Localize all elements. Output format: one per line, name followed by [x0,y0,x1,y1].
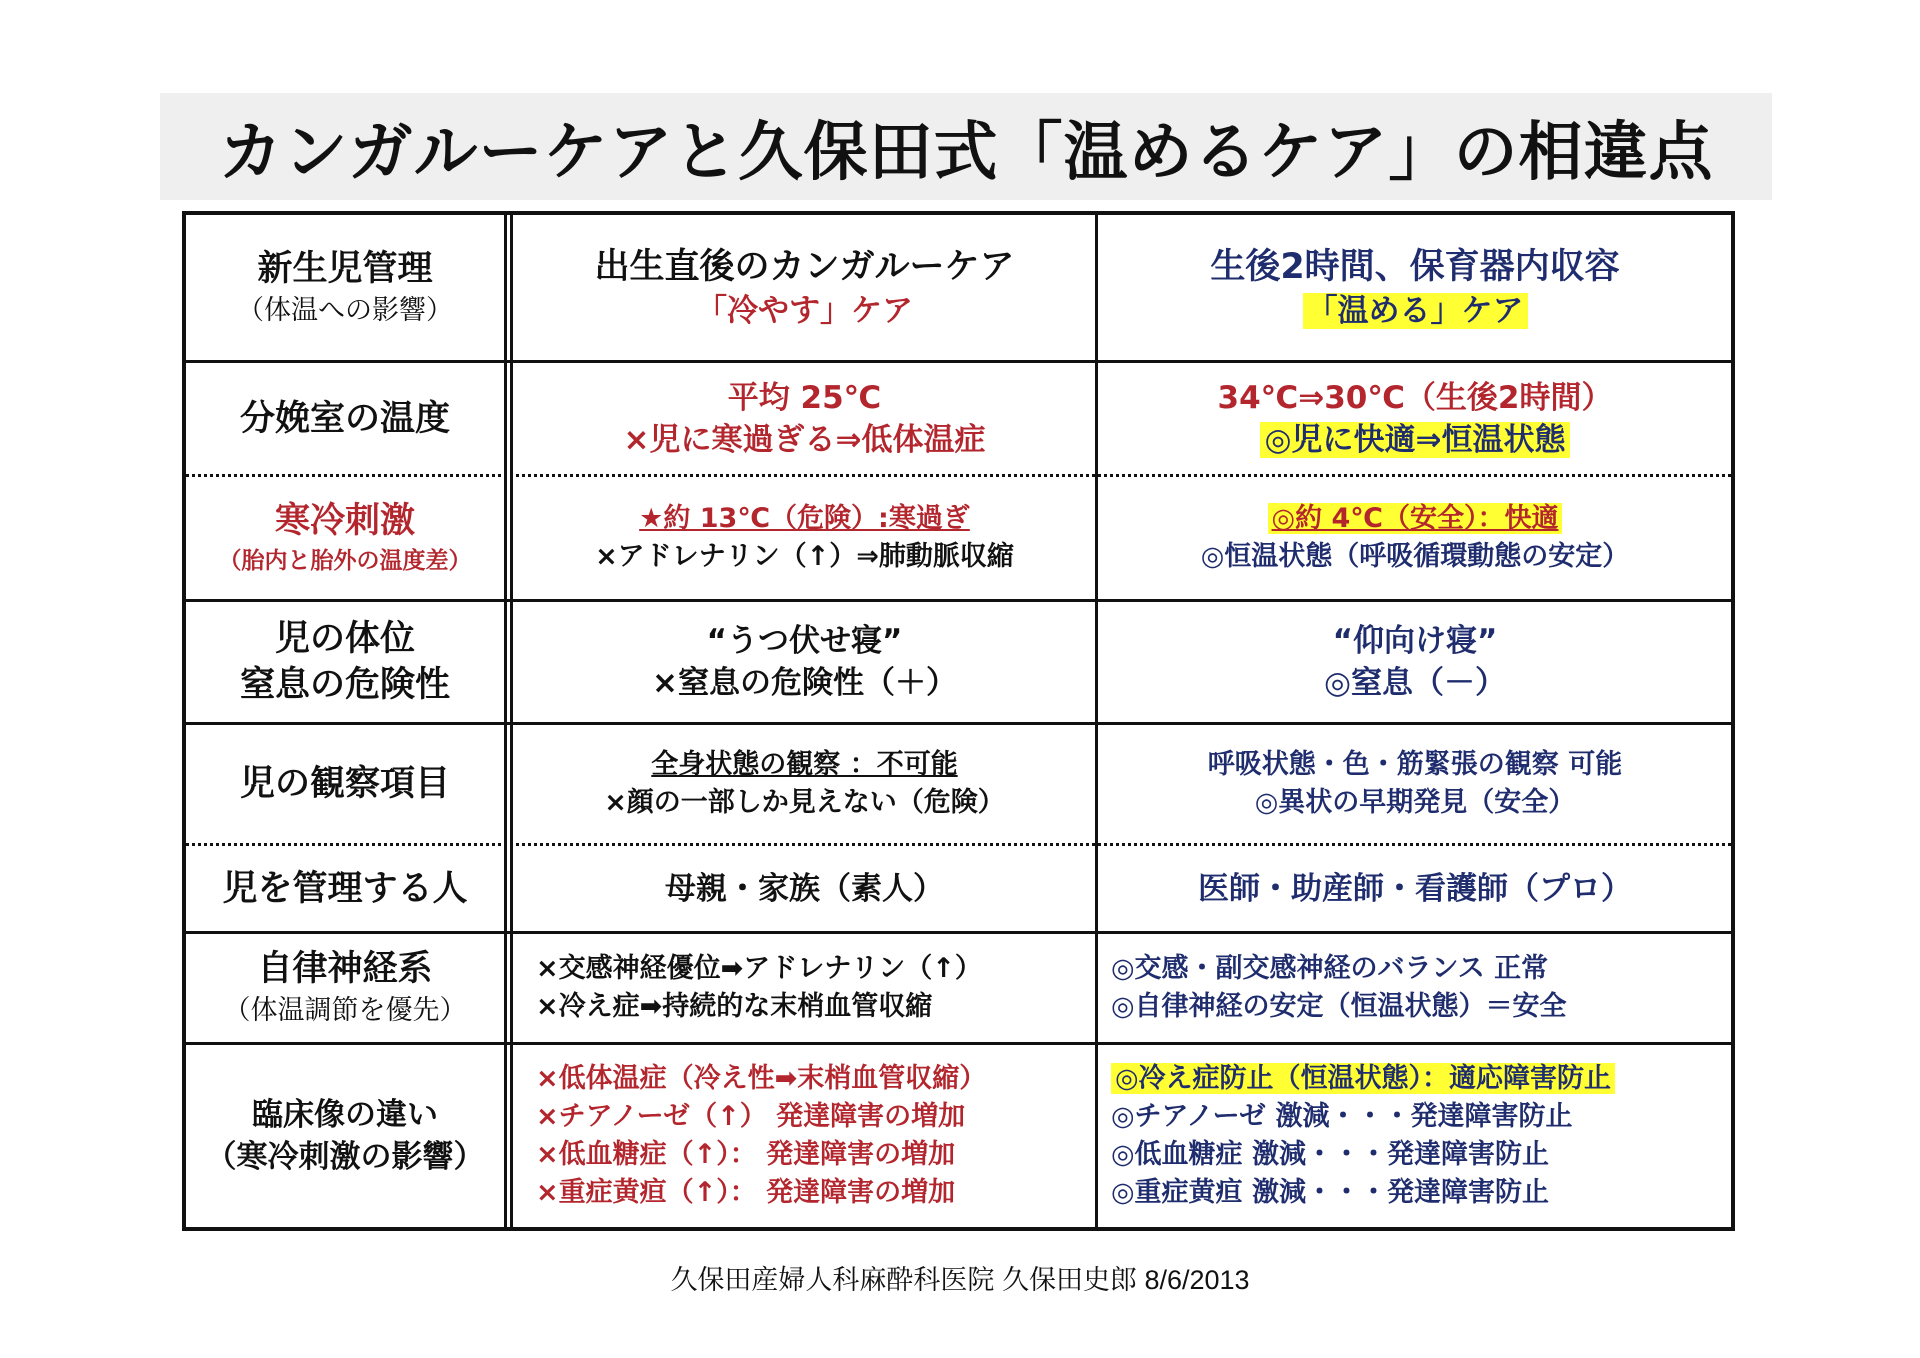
kangaroo-cell [512,725,1097,843]
cell-line: “うつ伏せ寝” [706,623,903,659]
cell-line: ×アドレナリン（↑）⇒肺動脈収縮 [595,541,1014,572]
row-label: 臨床像の違い [252,1097,438,1133]
kangaroo-cell [512,934,1097,1042]
row-label-cell [186,725,504,843]
table-row [186,1045,1731,1227]
cell-line-highlight: ◎冷え症防止（恒温状態）：適応障害防止 [1111,1063,1615,1094]
row-label-cell [186,1045,504,1227]
kubota-cell [1099,215,1731,360]
cell-line: 34℃⇒30℃（生後2時間） [1217,379,1613,416]
row-label: 新生児管理 [257,248,433,289]
kubota-cell [1099,602,1731,722]
kubota-cell [1099,846,1731,931]
footer-credit: 久保田産婦人科麻酔科医院 久保田史郎 8/6/2013 [670,1265,1250,1295]
table-row [186,363,1731,474]
table-row [186,477,1731,599]
cell-line: ×チアノーゼ（↑） 発達障害の増加 [536,1101,966,1132]
kubota-heading: 生後2時間、保育器内収容 [1210,246,1620,287]
cell-line: ×重症黄疸（↑）： 発達障害の増加 [536,1177,956,1208]
cell-line: 医師・助産師・看護師（プロ） [1198,870,1632,907]
cell-line: ◎窒息（－） [1323,665,1507,701]
row-label: 児を管理する人 [222,868,468,909]
kangaroo-cell [512,363,1097,474]
kubota-subheading-highlight: 「温める」ケア [1303,293,1528,329]
cell-line: “仰向け寝” [1332,623,1498,659]
row-label-cell [186,215,504,360]
cell-line: ×低体温症（冷え性➡末梢血管収縮） [536,1063,987,1094]
row-label-cell [186,363,504,474]
cell-line: 平均 25℃ [727,379,882,416]
cell-line: 呼吸状態・色・筋緊張の観察 可能 [1207,749,1623,780]
cell-line: ×児に寒過ぎる⇒低体温症 [623,421,986,458]
cell-line-highlight: ◎約 4℃（安全）：快適 [1268,503,1563,534]
kangaroo-subheading: 「冷やす」ケア [696,292,913,329]
row-label: 分娩室の温度 [239,398,450,439]
kangaroo-cell [512,215,1097,360]
row-sublabel: （寒冷刺激の影響） [205,1139,485,1175]
kangaroo-cell [512,846,1097,931]
cell-line: ×窒息の危険性（＋） [652,665,957,701]
title-banner [160,93,1772,200]
row-label: 窒息の危険性 [239,665,450,705]
cell-line: ×顔の一部しか見えない（危険） [604,787,1005,818]
row-label-cell [186,934,504,1042]
cell-line: ◎チアノーゼ 激減・・・発達障害防止 [1111,1101,1573,1132]
kubota-cell [1099,363,1731,474]
row-sublabel: （胎内と胎外の温度差） [218,548,472,574]
cell-line: ◎重症黄疸 激減・・・発達障害防止 [1111,1177,1549,1208]
table-row [186,934,1731,1042]
cell-line: ★約 13℃（危険）:寒過ぎ [639,503,970,534]
cell-line: ◎恒温状態（呼吸循環動態の安定） [1200,541,1630,572]
row-sublabel: （体温調節を優先） [223,995,467,1026]
kubota-cell [1099,477,1731,599]
page-title: カンガルーケアと久保田式「温めるケア」の相違点 [218,115,1714,190]
row-sublabel: （体温への影響） [237,294,453,326]
cell-line: ×冷え症➡持続的な末梢血管収縮 [536,991,933,1022]
kubota-cell [1099,934,1731,1042]
row-label-cell [186,602,504,722]
row-label: 児の体位 [274,619,415,659]
cell-line: ◎自律神経の安定（恒温状態）＝安全 [1111,991,1567,1022]
row-label-cell [186,846,504,931]
cell-line: ◎異状の早期発見（安全） [1254,787,1576,818]
row-label: 寒冷刺激 [274,501,415,541]
row-label-cell [186,477,504,599]
cell-line: ◎低血糖症 激減・・・発達障害防止 [1111,1139,1549,1170]
cell-line: 全身状態の観察 ：不可能 [651,749,958,780]
row-label: 児の観察項目 [239,764,450,804]
comparison-table [182,211,1735,1231]
table-row [186,215,1731,360]
kangaroo-heading: 出生直後のカンガルーケア [594,246,1015,287]
cell-line: ×交感神経優位➡アドレナリン（↑） [536,953,982,984]
kangaroo-cell [512,477,1097,599]
table-row [186,602,1731,722]
cell-line-highlight: ◎児に快適⇒恒温状態 [1260,422,1569,458]
cell-line: 母親・家族（素人） [665,870,944,907]
kangaroo-cell [512,1045,1097,1227]
cell-line: ×低血糖症（↑）： 発達障害の増加 [536,1139,956,1170]
cell-line: ◎交感・副交感神経のバランス 正常 [1111,953,1549,984]
kubota-cell [1099,725,1731,843]
kubota-cell [1099,1045,1731,1227]
row-label: 自律神経系 [257,949,433,989]
table-row [186,846,1731,931]
kangaroo-cell [512,602,1097,722]
table-row [186,725,1731,843]
